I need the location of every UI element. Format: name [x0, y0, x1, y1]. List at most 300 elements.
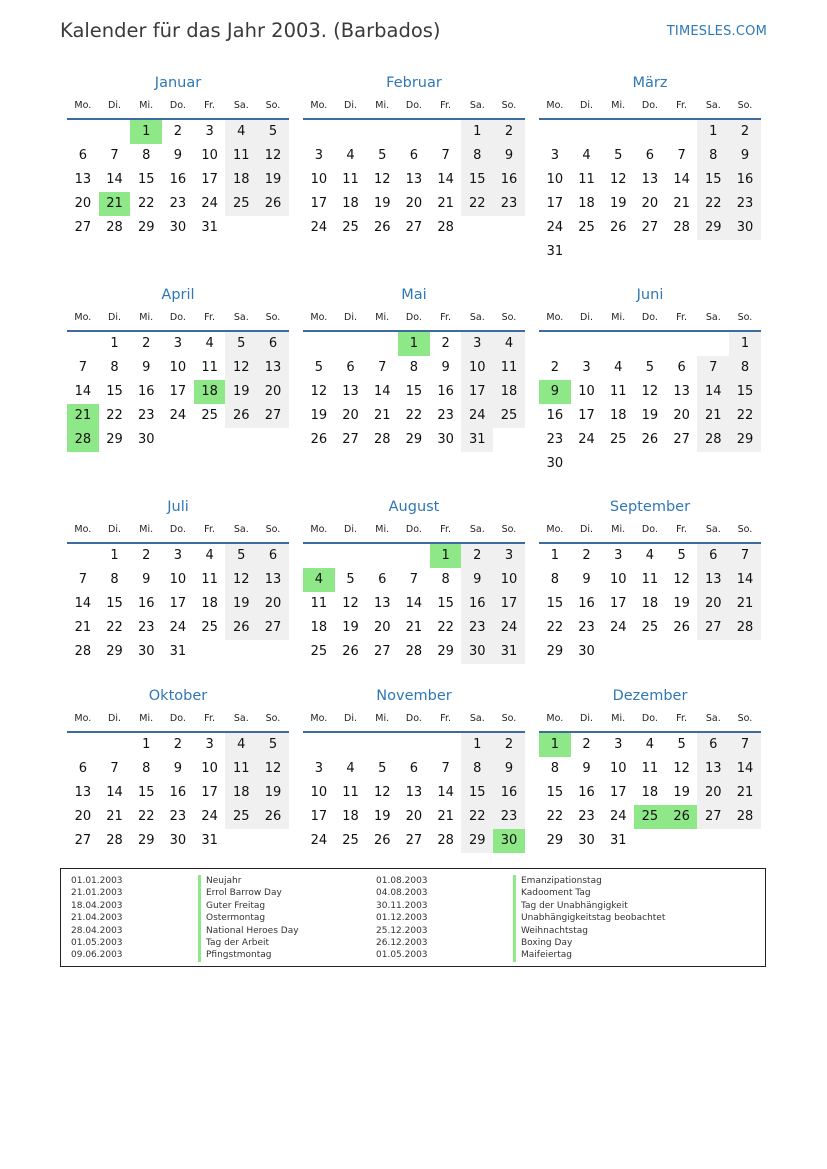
day-cell[interactable]: 30 [578, 833, 595, 848]
day-cell[interactable]: 23 [729, 192, 761, 216]
day-cell[interactable]: 14 [729, 568, 761, 592]
day-cell[interactable]: 7 [409, 572, 419, 587]
day-cell[interactable]: 11 [201, 360, 218, 375]
day-cell[interactable]: 15 [437, 596, 454, 611]
day-cell[interactable]: 17 [201, 172, 218, 187]
day-cell[interactable]: 27 [74, 220, 92, 235]
day-cell[interactable]: 11 [493, 356, 525, 380]
day-cell[interactable]: 19 [342, 620, 359, 635]
day-cell[interactable]: 21 [729, 781, 761, 805]
day-cell[interactable]: 3 [614, 548, 623, 563]
day-cell[interactable]: 29 [697, 216, 729, 240]
day-cell[interactable]: 8 [461, 144, 493, 168]
day-cell[interactable]: 13 [405, 785, 423, 800]
day-cell[interactable]: 25 [609, 432, 627, 447]
day-cell[interactable]: 12 [641, 384, 659, 399]
day-cell[interactable]: 15 [137, 172, 155, 187]
day-cell[interactable]: 25 [225, 192, 257, 216]
day-cell[interactable]: 1 [729, 332, 761, 356]
day-cell[interactable]: 17 [310, 809, 328, 824]
day-cell[interactable]: 31 [169, 644, 187, 659]
day-cell[interactable]: 5 [614, 148, 623, 163]
day-cell[interactable]: 28 [729, 805, 761, 829]
day-cell[interactable]: 15 [106, 596, 123, 611]
day-cell[interactable]: 26 [609, 220, 627, 235]
day-cell[interactable]: 4 [225, 733, 257, 757]
day-cell[interactable]: 15 [729, 380, 761, 404]
day-cell[interactable]: 8 [550, 572, 559, 587]
day-cell[interactable]: 6 [697, 544, 729, 568]
day-cell[interactable]: 5 [225, 332, 257, 356]
day-cell[interactable]: 30 [493, 829, 525, 853]
day-cell[interactable]: 14 [437, 172, 454, 187]
day-cell[interactable]: 26 [641, 432, 659, 447]
day-cell[interactable]: 4 [614, 360, 623, 375]
day-cell[interactable]: 5 [257, 120, 289, 144]
day-cell[interactable]: 10 [310, 785, 328, 800]
day-cell[interactable]: 1 [550, 548, 559, 563]
day-cell[interactable]: 6 [78, 148, 87, 163]
day-cell[interactable]: 25 [201, 620, 218, 635]
day-cell[interactable]: 16 [461, 592, 493, 616]
day-cell[interactable]: 17 [169, 384, 187, 399]
day-cell[interactable]: 24 [609, 620, 627, 635]
day-cell[interactable]: 19 [225, 592, 257, 616]
day-cell[interactable]: 10 [609, 572, 627, 587]
day-cell[interactable]: 19 [257, 168, 289, 192]
day-cell[interactable]: 15 [546, 596, 564, 611]
day-cell[interactable]: 30 [137, 432, 155, 447]
day-cell[interactable]: 5 [314, 360, 323, 375]
day-cell[interactable]: 26 [257, 192, 289, 216]
day-cell[interactable]: 14 [373, 384, 391, 399]
day-cell[interactable]: 7 [729, 544, 761, 568]
day-cell[interactable]: 5 [378, 761, 387, 776]
day-cell[interactable]: 22 [106, 620, 123, 635]
day-cell[interactable]: 6 [645, 148, 655, 163]
day-cell[interactable]: 14 [673, 172, 690, 187]
day-cell[interactable]: 8 [142, 761, 151, 776]
day-cell[interactable]: 26 [225, 404, 257, 428]
day-cell[interactable]: 31 [609, 833, 627, 848]
day-cell[interactable]: 10 [546, 172, 564, 187]
day-cell[interactable]: 9 [173, 148, 183, 163]
day-cell[interactable]: 5 [677, 737, 686, 752]
day-cell[interactable]: 3 [205, 124, 214, 139]
day-cell[interactable]: 14 [697, 380, 729, 404]
day-cell[interactable]: 12 [225, 568, 257, 592]
day-cell[interactable]: 24 [493, 616, 525, 640]
day-cell[interactable]: 31 [493, 640, 525, 664]
day-cell[interactable]: 18 [225, 781, 257, 805]
day-cell[interactable]: 17 [310, 196, 328, 211]
day-cell[interactable]: 7 [697, 356, 729, 380]
day-cell[interactable]: 1 [697, 120, 729, 144]
day-cell[interactable]: 1 [430, 544, 462, 568]
day-cell[interactable]: 6 [257, 544, 289, 568]
day-cell[interactable]: 22 [437, 620, 454, 635]
day-cell[interactable]: 9 [539, 380, 571, 404]
day-cell[interactable]: 16 [729, 168, 761, 192]
day-cell[interactable]: 29 [137, 833, 155, 848]
day-cell[interactable]: 23 [437, 408, 454, 423]
day-cell[interactable]: 13 [74, 785, 92, 800]
day-cell[interactable]: 12 [373, 785, 391, 800]
day-cell[interactable]: 10 [493, 568, 525, 592]
day-cell[interactable]: 20 [74, 809, 92, 824]
day-cell[interactable]: 29 [405, 432, 423, 447]
day-cell[interactable]: 18 [225, 168, 257, 192]
day-cell[interactable]: 27 [697, 616, 729, 640]
day-cell[interactable]: 16 [169, 785, 187, 800]
day-cell[interactable]: 20 [373, 620, 391, 635]
day-cell[interactable]: 17 [493, 592, 525, 616]
day-cell[interactable]: 30 [578, 644, 595, 659]
day-cell[interactable]: 27 [405, 220, 423, 235]
day-cell[interactable]: 5 [645, 360, 655, 375]
day-cell[interactable]: 13 [342, 384, 359, 399]
day-cell[interactable]: 21 [697, 404, 729, 428]
day-cell[interactable]: 17 [169, 596, 187, 611]
day-cell[interactable]: 25 [641, 620, 659, 635]
day-cell[interactable]: 14 [74, 596, 92, 611]
day-cell[interactable]: 18 [578, 196, 595, 211]
day-cell[interactable]: 11 [578, 172, 595, 187]
day-cell[interactable]: 27 [673, 432, 690, 447]
day-cell[interactable]: 11 [641, 572, 659, 587]
day-cell[interactable]: 6 [697, 733, 729, 757]
day-cell[interactable]: 26 [373, 220, 391, 235]
day-cell[interactable]: 30 [169, 220, 187, 235]
day-cell[interactable]: 12 [342, 596, 359, 611]
day-cell[interactable]: 4 [493, 332, 525, 356]
day-cell[interactable]: 21 [373, 408, 391, 423]
brand-link[interactable]: TIMESLES.COM [666, 24, 767, 39]
day-cell[interactable]: 10 [461, 356, 493, 380]
day-cell[interactable]: 15 [461, 168, 493, 192]
day-cell[interactable]: 7 [378, 360, 387, 375]
day-cell[interactable]: 8 [409, 360, 419, 375]
day-cell[interactable]: 22 [546, 620, 564, 635]
day-cell[interactable]: 7 [110, 761, 119, 776]
day-cell[interactable]: 3 [461, 332, 493, 356]
day-cell[interactable]: 25 [342, 833, 359, 848]
day-cell[interactable]: 22 [461, 805, 493, 829]
day-cell[interactable]: 20 [641, 196, 659, 211]
day-cell[interactable]: 19 [673, 596, 690, 611]
day-cell[interactable]: 2 [729, 120, 761, 144]
day-cell[interactable]: 24 [578, 432, 595, 447]
day-cell[interactable]: 9 [461, 568, 493, 592]
day-cell[interactable]: 3 [550, 148, 559, 163]
day-cell[interactable]: 10 [169, 572, 187, 587]
day-cell[interactable]: 25 [578, 220, 595, 235]
day-cell[interactable]: 12 [609, 172, 627, 187]
day-cell[interactable]: 6 [677, 360, 686, 375]
day-cell[interactable]: 28 [67, 428, 99, 452]
day-cell[interactable]: 6 [78, 761, 87, 776]
day-cell[interactable]: 30 [461, 640, 493, 664]
day-cell[interactable]: 11 [342, 785, 359, 800]
day-cell[interactable]: 15 [546, 785, 564, 800]
day-cell[interactable]: 8 [441, 572, 450, 587]
day-cell[interactable]: 16 [578, 785, 595, 800]
day-cell[interactable]: 17 [609, 785, 627, 800]
day-cell[interactable]: 1 [461, 120, 493, 144]
day-cell[interactable]: 1 [110, 548, 119, 563]
day-cell[interactable]: 19 [310, 408, 328, 423]
day-cell[interactable]: 26 [342, 644, 359, 659]
day-cell[interactable]: 3 [173, 336, 183, 351]
day-cell[interactable]: 8 [550, 761, 559, 776]
day-cell[interactable]: 4 [582, 148, 591, 163]
day-cell[interactable]: 27 [697, 805, 729, 829]
day-cell[interactable]: 14 [729, 757, 761, 781]
day-cell[interactable]: 20 [405, 809, 423, 824]
day-cell[interactable]: 6 [257, 332, 289, 356]
day-cell[interactable]: 12 [310, 384, 328, 399]
day-cell[interactable]: 18 [342, 809, 359, 824]
day-cell[interactable]: 9 [173, 761, 183, 776]
day-cell[interactable]: 15 [697, 168, 729, 192]
day-cell[interactable]: 7 [441, 761, 450, 776]
day-cell[interactable]: 29 [461, 829, 493, 853]
day-cell[interactable]: 20 [342, 408, 359, 423]
day-cell[interactable]: 26 [225, 616, 257, 640]
day-cell[interactable]: 22 [106, 408, 123, 423]
day-cell[interactable]: 16 [546, 408, 564, 423]
day-cell[interactable]: 28 [405, 644, 423, 659]
day-cell[interactable]: 15 [461, 781, 493, 805]
day-cell[interactable]: 7 [677, 148, 686, 163]
day-cell[interactable]: 10 [201, 761, 218, 776]
day-cell[interactable]: 5 [378, 148, 387, 163]
day-cell[interactable]: 25 [493, 404, 525, 428]
day-cell[interactable]: 16 [137, 384, 155, 399]
day-cell[interactable]: 15 [106, 384, 123, 399]
day-cell[interactable]: 7 [78, 572, 87, 587]
day-cell[interactable]: 23 [578, 620, 595, 635]
day-cell[interactable]: 21 [673, 196, 690, 211]
day-cell[interactable]: 4 [205, 548, 214, 563]
day-cell[interactable]: 2 [441, 336, 450, 351]
day-cell[interactable]: 7 [441, 148, 450, 163]
day-cell[interactable]: 25 [310, 644, 328, 659]
day-cell[interactable]: 21 [405, 620, 423, 635]
day-cell[interactable]: 11 [609, 384, 627, 399]
day-cell[interactable]: 1 [142, 737, 151, 752]
day-cell[interactable]: 27 [257, 404, 289, 428]
day-cell[interactable]: 8 [110, 360, 119, 375]
day-cell[interactable]: 3 [493, 544, 525, 568]
day-cell[interactable]: 30 [729, 216, 761, 240]
day-cell[interactable]: 29 [106, 432, 123, 447]
day-cell[interactable]: 13 [673, 384, 690, 399]
day-cell[interactable]: 24 [546, 220, 564, 235]
day-cell[interactable]: 18 [310, 620, 328, 635]
day-cell[interactable]: 18 [641, 596, 659, 611]
day-cell[interactable]: 14 [437, 785, 454, 800]
day-cell[interactable]: 4 [346, 148, 355, 163]
day-cell[interactable]: 23 [493, 192, 525, 216]
day-cell[interactable]: 9 [493, 144, 525, 168]
day-cell[interactable]: 7 [78, 360, 87, 375]
day-cell[interactable]: 15 [405, 384, 423, 399]
day-cell[interactable]: 28 [106, 833, 123, 848]
day-cell[interactable]: 14 [106, 785, 123, 800]
day-cell[interactable]: 1 [130, 120, 162, 144]
day-cell[interactable]: 2 [461, 544, 493, 568]
day-cell[interactable]: 24 [169, 408, 187, 423]
day-cell[interactable]: 8 [110, 572, 119, 587]
day-cell[interactable]: 18 [342, 196, 359, 211]
day-cell[interactable]: 4 [303, 568, 335, 592]
day-cell[interactable]: 25 [201, 408, 218, 423]
day-cell[interactable]: 19 [225, 380, 257, 404]
day-cell[interactable]: 28 [373, 432, 391, 447]
day-cell[interactable]: 14 [405, 596, 423, 611]
day-cell[interactable]: 11 [342, 172, 359, 187]
day-cell[interactable]: 21 [106, 809, 123, 824]
day-cell[interactable]: 31 [461, 428, 493, 452]
day-cell[interactable]: 29 [729, 428, 761, 452]
day-cell[interactable]: 2 [550, 360, 559, 375]
day-cell[interactable]: 17 [201, 785, 218, 800]
day-cell[interactable]: 4 [205, 336, 214, 351]
day-cell[interactable]: 1 [539, 733, 571, 757]
day-cell[interactable]: 3 [614, 737, 623, 752]
day-cell[interactable]: 18 [194, 380, 226, 404]
day-cell[interactable]: 20 [257, 592, 289, 616]
day-cell[interactable]: 5 [346, 572, 355, 587]
day-cell[interactable]: 30 [137, 644, 155, 659]
day-cell[interactable]: 18 [493, 380, 525, 404]
day-cell[interactable]: 23 [137, 620, 155, 635]
day-cell[interactable]: 10 [609, 761, 627, 776]
day-cell[interactable]: 2 [582, 737, 591, 752]
day-cell[interactable]: 8 [142, 148, 151, 163]
day-cell[interactable]: 20 [697, 592, 729, 616]
day-cell[interactable]: 3 [173, 548, 183, 563]
day-cell[interactable]: 21 [437, 809, 454, 824]
day-cell[interactable]: 11 [201, 572, 218, 587]
day-cell[interactable]: 28 [673, 220, 690, 235]
day-cell[interactable]: 18 [641, 785, 659, 800]
day-cell[interactable]: 28 [729, 616, 761, 640]
day-cell[interactable]: 13 [405, 172, 423, 187]
day-cell[interactable]: 21 [437, 196, 454, 211]
day-cell[interactable]: 16 [169, 172, 187, 187]
day-cell[interactable]: 2 [142, 336, 151, 351]
day-cell[interactable]: 27 [405, 833, 423, 848]
day-cell[interactable]: 1 [398, 332, 430, 356]
day-cell[interactable]: 22 [137, 809, 155, 824]
day-cell[interactable]: 23 [578, 809, 595, 824]
day-cell[interactable]: 3 [205, 737, 214, 752]
day-cell[interactable]: 15 [137, 785, 155, 800]
day-cell[interactable]: 29 [546, 833, 564, 848]
day-cell[interactable]: 20 [405, 196, 423, 211]
day-cell[interactable]: 6 [346, 360, 355, 375]
day-cell[interactable]: 29 [137, 220, 155, 235]
day-cell[interactable]: 1 [461, 733, 493, 757]
day-cell[interactable]: 8 [729, 356, 761, 380]
day-cell[interactable]: 25 [342, 220, 359, 235]
day-cell[interactable]: 10 [169, 360, 187, 375]
day-cell[interactable]: 22 [729, 404, 761, 428]
day-cell[interactable]: 19 [257, 781, 289, 805]
day-cell[interactable]: 29 [546, 644, 564, 659]
day-cell[interactable]: 22 [546, 809, 564, 824]
day-cell[interactable]: 19 [673, 785, 690, 800]
day-cell[interactable]: 20 [697, 781, 729, 805]
day-cell[interactable]: 6 [409, 761, 419, 776]
day-cell[interactable]: 13 [641, 172, 659, 187]
day-cell[interactable]: 12 [373, 172, 391, 187]
day-cell[interactable]: 3 [314, 148, 323, 163]
day-cell[interactable]: 12 [673, 572, 690, 587]
day-cell[interactable]: 25 [634, 805, 666, 829]
day-cell[interactable]: 26 [257, 805, 289, 829]
day-cell[interactable]: 9 [729, 144, 761, 168]
day-cell[interactable]: 9 [582, 572, 591, 587]
day-cell[interactable]: 2 [173, 737, 183, 752]
day-cell[interactable]: 10 [578, 384, 595, 399]
day-cell[interactable]: 13 [697, 568, 729, 592]
day-cell[interactable]: 24 [169, 620, 187, 635]
day-cell[interactable]: 11 [641, 761, 659, 776]
day-cell[interactable]: 11 [310, 596, 328, 611]
day-cell[interactable]: 19 [641, 408, 659, 423]
day-cell[interactable]: 18 [609, 408, 627, 423]
day-cell[interactable]: 26 [666, 805, 698, 829]
day-cell[interactable]: 30 [169, 833, 187, 848]
day-cell[interactable]: 19 [373, 196, 391, 211]
day-cell[interactable]: 27 [257, 616, 289, 640]
day-cell[interactable]: 12 [257, 757, 289, 781]
day-cell[interactable]: 29 [437, 644, 454, 659]
day-cell[interactable]: 3 [582, 360, 591, 375]
day-cell[interactable]: 24 [461, 404, 493, 428]
day-cell[interactable]: 27 [641, 220, 659, 235]
day-cell[interactable]: 2 [493, 120, 525, 144]
day-cell[interactable]: 5 [257, 733, 289, 757]
day-cell[interactable]: 2 [582, 548, 591, 563]
day-cell[interactable]: 22 [137, 196, 155, 211]
day-cell[interactable]: 2 [173, 124, 183, 139]
day-cell[interactable]: 4 [645, 737, 655, 752]
day-cell[interactable]: 23 [169, 196, 187, 211]
day-cell[interactable]: 21 [99, 192, 131, 216]
day-cell[interactable]: 17 [578, 408, 595, 423]
day-cell[interactable]: 13 [257, 356, 289, 380]
day-cell[interactable]: 2 [142, 548, 151, 563]
day-cell[interactable]: 22 [697, 192, 729, 216]
day-cell[interactable]: 5 [225, 544, 257, 568]
day-cell[interactable]: 24 [201, 809, 218, 824]
day-cell[interactable]: 12 [257, 144, 289, 168]
day-cell[interactable]: 28 [437, 220, 454, 235]
day-cell[interactable]: 2 [493, 733, 525, 757]
day-cell[interactable]: 19 [609, 196, 627, 211]
day-cell[interactable]: 27 [74, 833, 92, 848]
day-cell[interactable]: 26 [310, 432, 328, 447]
day-cell[interactable]: 7 [729, 733, 761, 757]
day-cell[interactable]: 27 [373, 644, 391, 659]
day-cell[interactable]: 7 [110, 148, 119, 163]
day-cell[interactable]: 31 [546, 244, 564, 259]
day-cell[interactable]: 9 [582, 761, 591, 776]
